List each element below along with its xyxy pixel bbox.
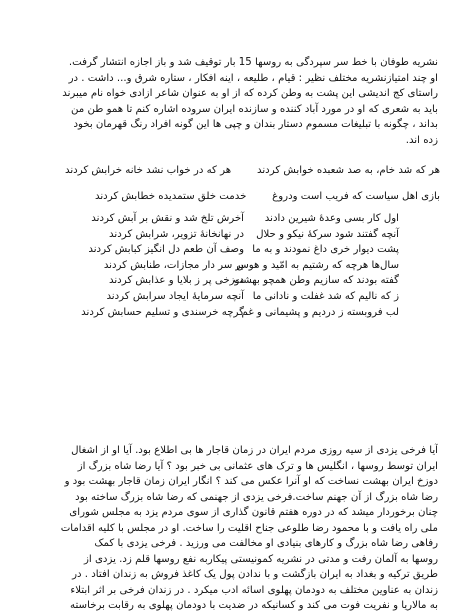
- text-line: آیا فرخی یزدی از سیه روزی مردم ایران در زمان قاجار ها بی اطلاع بود. آیا او از اشغال: [71, 445, 438, 456]
- verse-line: بر سر دار مجازات، طنابش کردند: [103, 259, 244, 271]
- hemistich-left: هر که در خواب نشد خانه خرابش کردند: [65, 165, 232, 176]
- verse-line: لب فروبسته ز دردیم و پشیمانی و غم: [241, 306, 399, 318]
- text-line: زندان به عناوین مختلف به دودمان پهلوی اسائه ادب میکرد . در زندان فرخی بر اثر ابتلاء: [70, 584, 438, 596]
- text-line: چنان برخوردار میشد که در دوره هفتم قانون گذاری از سوی مردم یزد به مجلس شورای: [69, 507, 438, 518]
- verse-line: سال‌ها هرچه که رشتیم به امّید و هوس: [236, 259, 399, 271]
- verse-line: در نهانخانهٔ تزویر، شرابش کردند: [109, 228, 244, 240]
- text-line: دوزخ ایران بهشت نساخت که او آنرا عکس می کند ؟ انگار ایران زمان قاجار بهشت بود و: [64, 476, 438, 487]
- text-line: نشریه طوفان با خط سر سپردگی به روسها 15 بار توقیف شد و باز اجازه انتشار گرفت.: [68, 57, 438, 68]
- verse-line: اول کار بسی وعدهٔ شیرین دادند: [264, 213, 399, 224]
- text-line: او چند امتیازنشریه مختلف نظیر : قیام ، طلیعه ، اینه افکار ، ستاره شرق و... داشت . در: [68, 72, 438, 84]
- verse-line: دوزخی پر ز بلایا و عذابش کردند: [108, 275, 244, 287]
- verse-line: گرچه خرسندی و تسلیم حسابش کردند: [81, 306, 244, 318]
- hemistich-right: بازی اهل سیاست که فریب است ودروغ: [272, 191, 440, 202]
- text-line: ایران توسط روسها ، انگلیس ها و ترک های عثمانی بی خبر بود ؟ آیا رضا شاه بزرگ از: [77, 460, 438, 472]
- verse-line: آخرش تلخ شد و نقش بر آبش کردند: [91, 213, 244, 224]
- poem-left-column: [81, 211, 244, 320]
- hemistich-right: هر که شد خام، به صد شعبده خوابش کردند: [256, 165, 440, 176]
- verse-line: گفته بودند که سازیم وطن همچو بهشت: [233, 275, 399, 287]
- verse-line: آنچه گفتند شود سرکهٔ نیکو و حلال: [256, 228, 399, 240]
- verse-line: پشت دیوار خری داغ نمودند و به ما: [252, 244, 399, 256]
- text-line: بداند ، چگونه با تبلیغات مسموم دستار بندان و چپی ها این گونه افراد رنگ قهرمان بخود: [73, 119, 438, 130]
- text-line: روسها به آلمان رفت و مدتی در نشریه کمونیستی پیکاربه نفع روسها قلم زد. یزدی از: [83, 553, 438, 565]
- body-paragraph: [60, 443, 438, 614]
- poem-right-column: [229, 211, 399, 320]
- text-line: به مالاریا و نفریت فوت می کند و کسانیکه در ضدیت با دودمان پهلوی به رقابت برخاسته: [70, 600, 438, 611]
- intro-paragraph: [60, 55, 438, 148]
- text-line: طریق ترکیه و بغداد به ایران بازگشت و با ندادن پول یک کاغذ فروش به زندان افتاد . در: [72, 569, 438, 580]
- text-line: زده اند.: [405, 134, 438, 146]
- verse-line: آنچه سرمایهٔ ایجاد سرابش کردند: [106, 290, 244, 302]
- hemistich-left: خدمت خلق ستمدیده خطابش کردند: [95, 191, 247, 202]
- verse-line: ز که نالیم که شد غفلت و نادانی ما: [252, 290, 399, 302]
- text-line: باید به شعری که او در مورد آباد کننده و سازنده ایران سروده اشاره کنم تا همو طن من: [71, 103, 438, 115]
- text-line: راستای کج اندیشی این پشت به وطن کرده که از او به عنوان شاعر ازادی خواه نام میبرند: [62, 88, 438, 99]
- text-line: رضا شاه بزرگ از آن جهنم ساخت.فرخی یزدی از جهنمی که رضا شاه بزرگ ساخته بود: [75, 491, 438, 503]
- text-line: رفاهی رضا شاه بزرگ و کارهای بنیادی او مخالفت می ورزید . فرخی یزدی با کمک: [94, 538, 438, 549]
- verse-line: وصف آن طعم دل انگیز کبابش کردند: [88, 244, 244, 256]
- text-line: ملی راه یافت و با محمود رضا طلوعی جناح اقلیت را ساخت. او در مجلس با کلیه اقدامات: [60, 522, 438, 534]
